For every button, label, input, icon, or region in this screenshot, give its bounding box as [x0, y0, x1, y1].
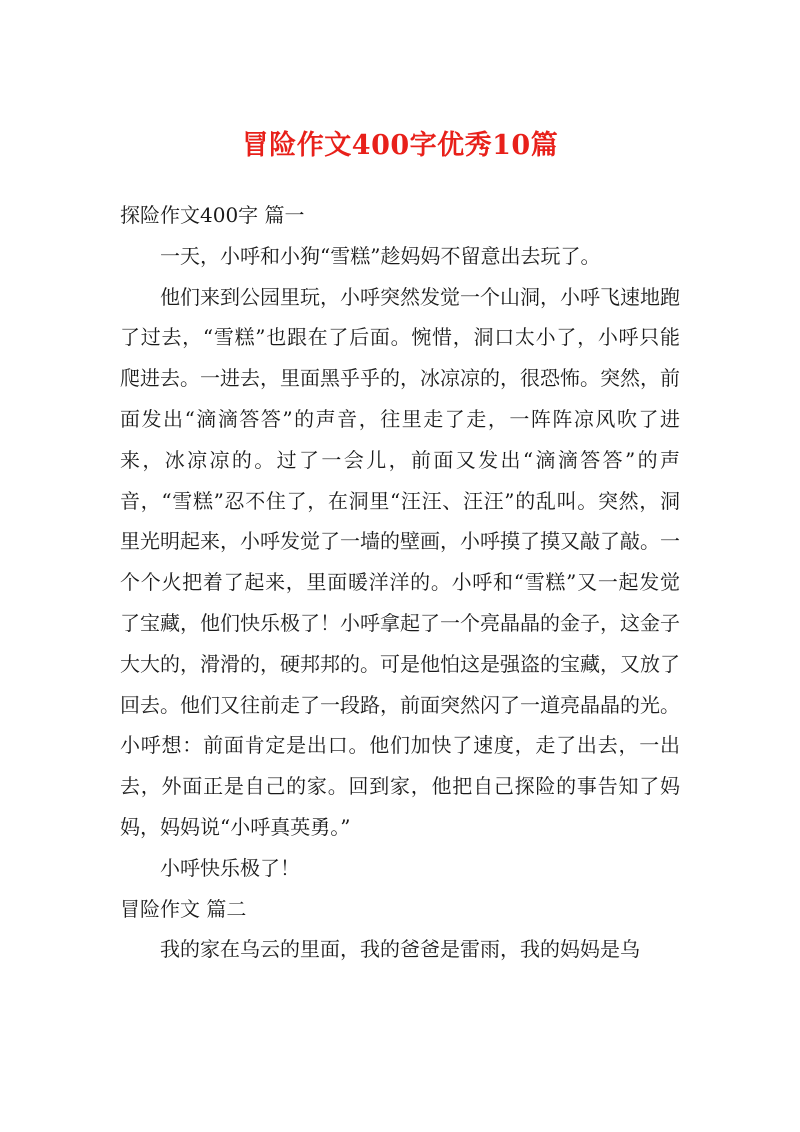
- paragraph: 我的家在乌云的里面，我的爸爸是雷雨，我的妈妈是乌: [160, 937, 640, 962]
- paragraph: 他们来到公园里玩，小呼突然发觉一个山洞，小呼飞速地跑了过去，“雪糕”也跟在了后面。惋惜，洞口太小了，小呼只能爬进去。一进去，里面黑乎乎的，冰凉凉的，很恐怖。突然，前面发出“滴滴答答”的声音，往里走了走，一阵阵凉风吹了进来，冰凉凉的。过了一会儿，前面又发出“滴滴答答”的声音，“雪糕”忍不住了，在洞里“汪汪、汪汪”的乱叫。突然，洞里光明起来，小呼发觉了一墙的壁画，小呼摸了摸又敲了敲。一个个火把着了起来，里面暖洋洋的。小呼和“雪糕”又一起发觉了宝藏，他们快乐极了！小呼拿起了一个亮晶晶的金子，这金子大大的，滑滑的，硬邦邦的。可是他怕这是强盗的宝藏，又放了回去。他们又往前走了一段路，前面突然闪了一道亮晶晶的光。小呼想：前面肯定是出口。他们加快了速度，走了出去，一出去，外面正是自己的家。回到家，他把自己探险的事告知了妈妈，妈妈说“小呼真英勇。”: [120, 284, 680, 839]
- section-heading: 冒险作文 篇二: [120, 896, 247, 921]
- section-2: [120, 889, 680, 971]
- paragraph: 一天，小呼和小狗“雪糕”趁妈妈不留意出去玩了。: [160, 243, 601, 268]
- paragraph: 小呼快乐极了！: [160, 855, 300, 880]
- article-body: [120, 195, 680, 970]
- section-1: [120, 195, 680, 889]
- page-title: 冒险作文400字优秀10篇: [241, 130, 559, 161]
- section-heading: 探险作文400字 篇一: [120, 203, 305, 227]
